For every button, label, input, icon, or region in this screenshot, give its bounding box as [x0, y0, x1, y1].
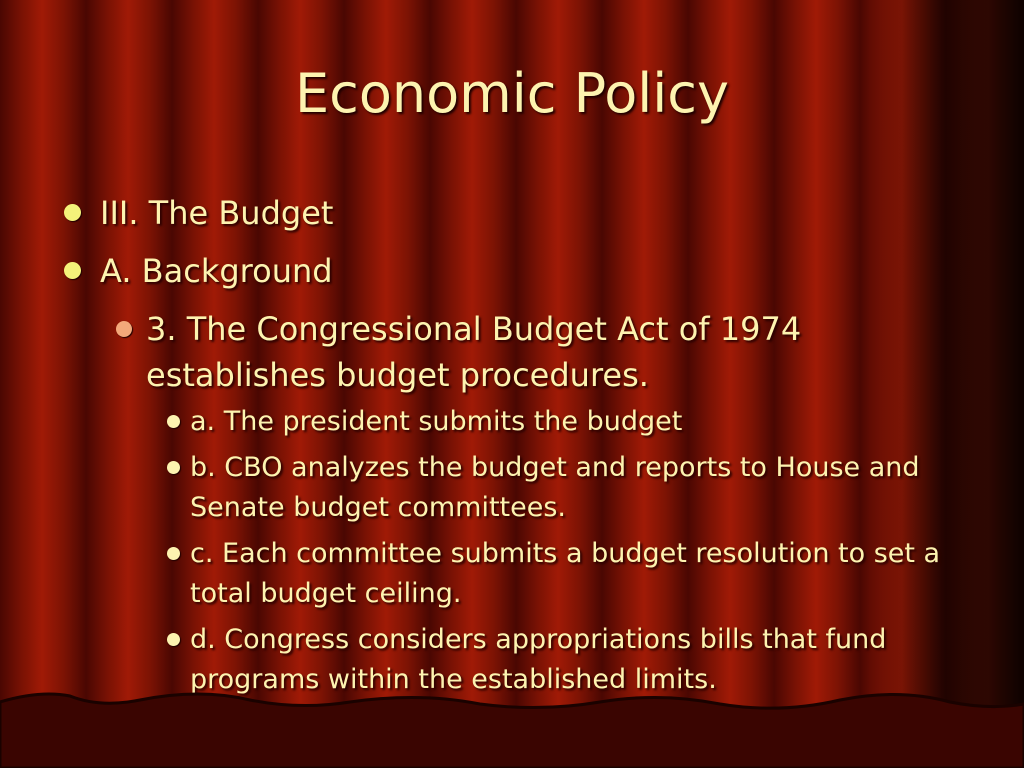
slide-title: Economic Policy [295, 62, 729, 125]
bullet-item-budget-act [62, 306, 972, 398]
bullet-item-president [62, 402, 972, 442]
bullet-icon [64, 262, 81, 279]
bullet-icon [116, 321, 132, 337]
bullet-text: A. Background [100, 252, 333, 290]
bullet-text: b. CBO analyzes the budget and reports to House and Senate budget committees. [190, 452, 920, 523]
bullet-list [62, 190, 972, 706]
bullet-icon [167, 633, 180, 646]
bullet-item-budget [62, 190, 972, 236]
bullet-item-cbo [62, 448, 972, 528]
bullet-text: d. Congress considers appropriations bills that fund programs within the established limits. [190, 624, 887, 695]
bullet-text: a. The president submits the budget [190, 406, 683, 437]
bullet-text: 3. The Congressional Budget Act of 1974 establishes budget procedures. [146, 310, 802, 394]
bullet-text: III. The Budget [100, 194, 334, 232]
bullet-item-committee [62, 534, 972, 614]
bullet-icon [167, 461, 180, 474]
stage-floor [0, 686, 1024, 768]
bullet-icon [64, 204, 81, 221]
bullet-text: c. Each committee submits a budget resolution to set a total budget ceiling. [190, 538, 941, 609]
bullet-item-background [62, 248, 972, 294]
bullet-icon [167, 547, 180, 560]
bullet-icon [167, 415, 180, 428]
